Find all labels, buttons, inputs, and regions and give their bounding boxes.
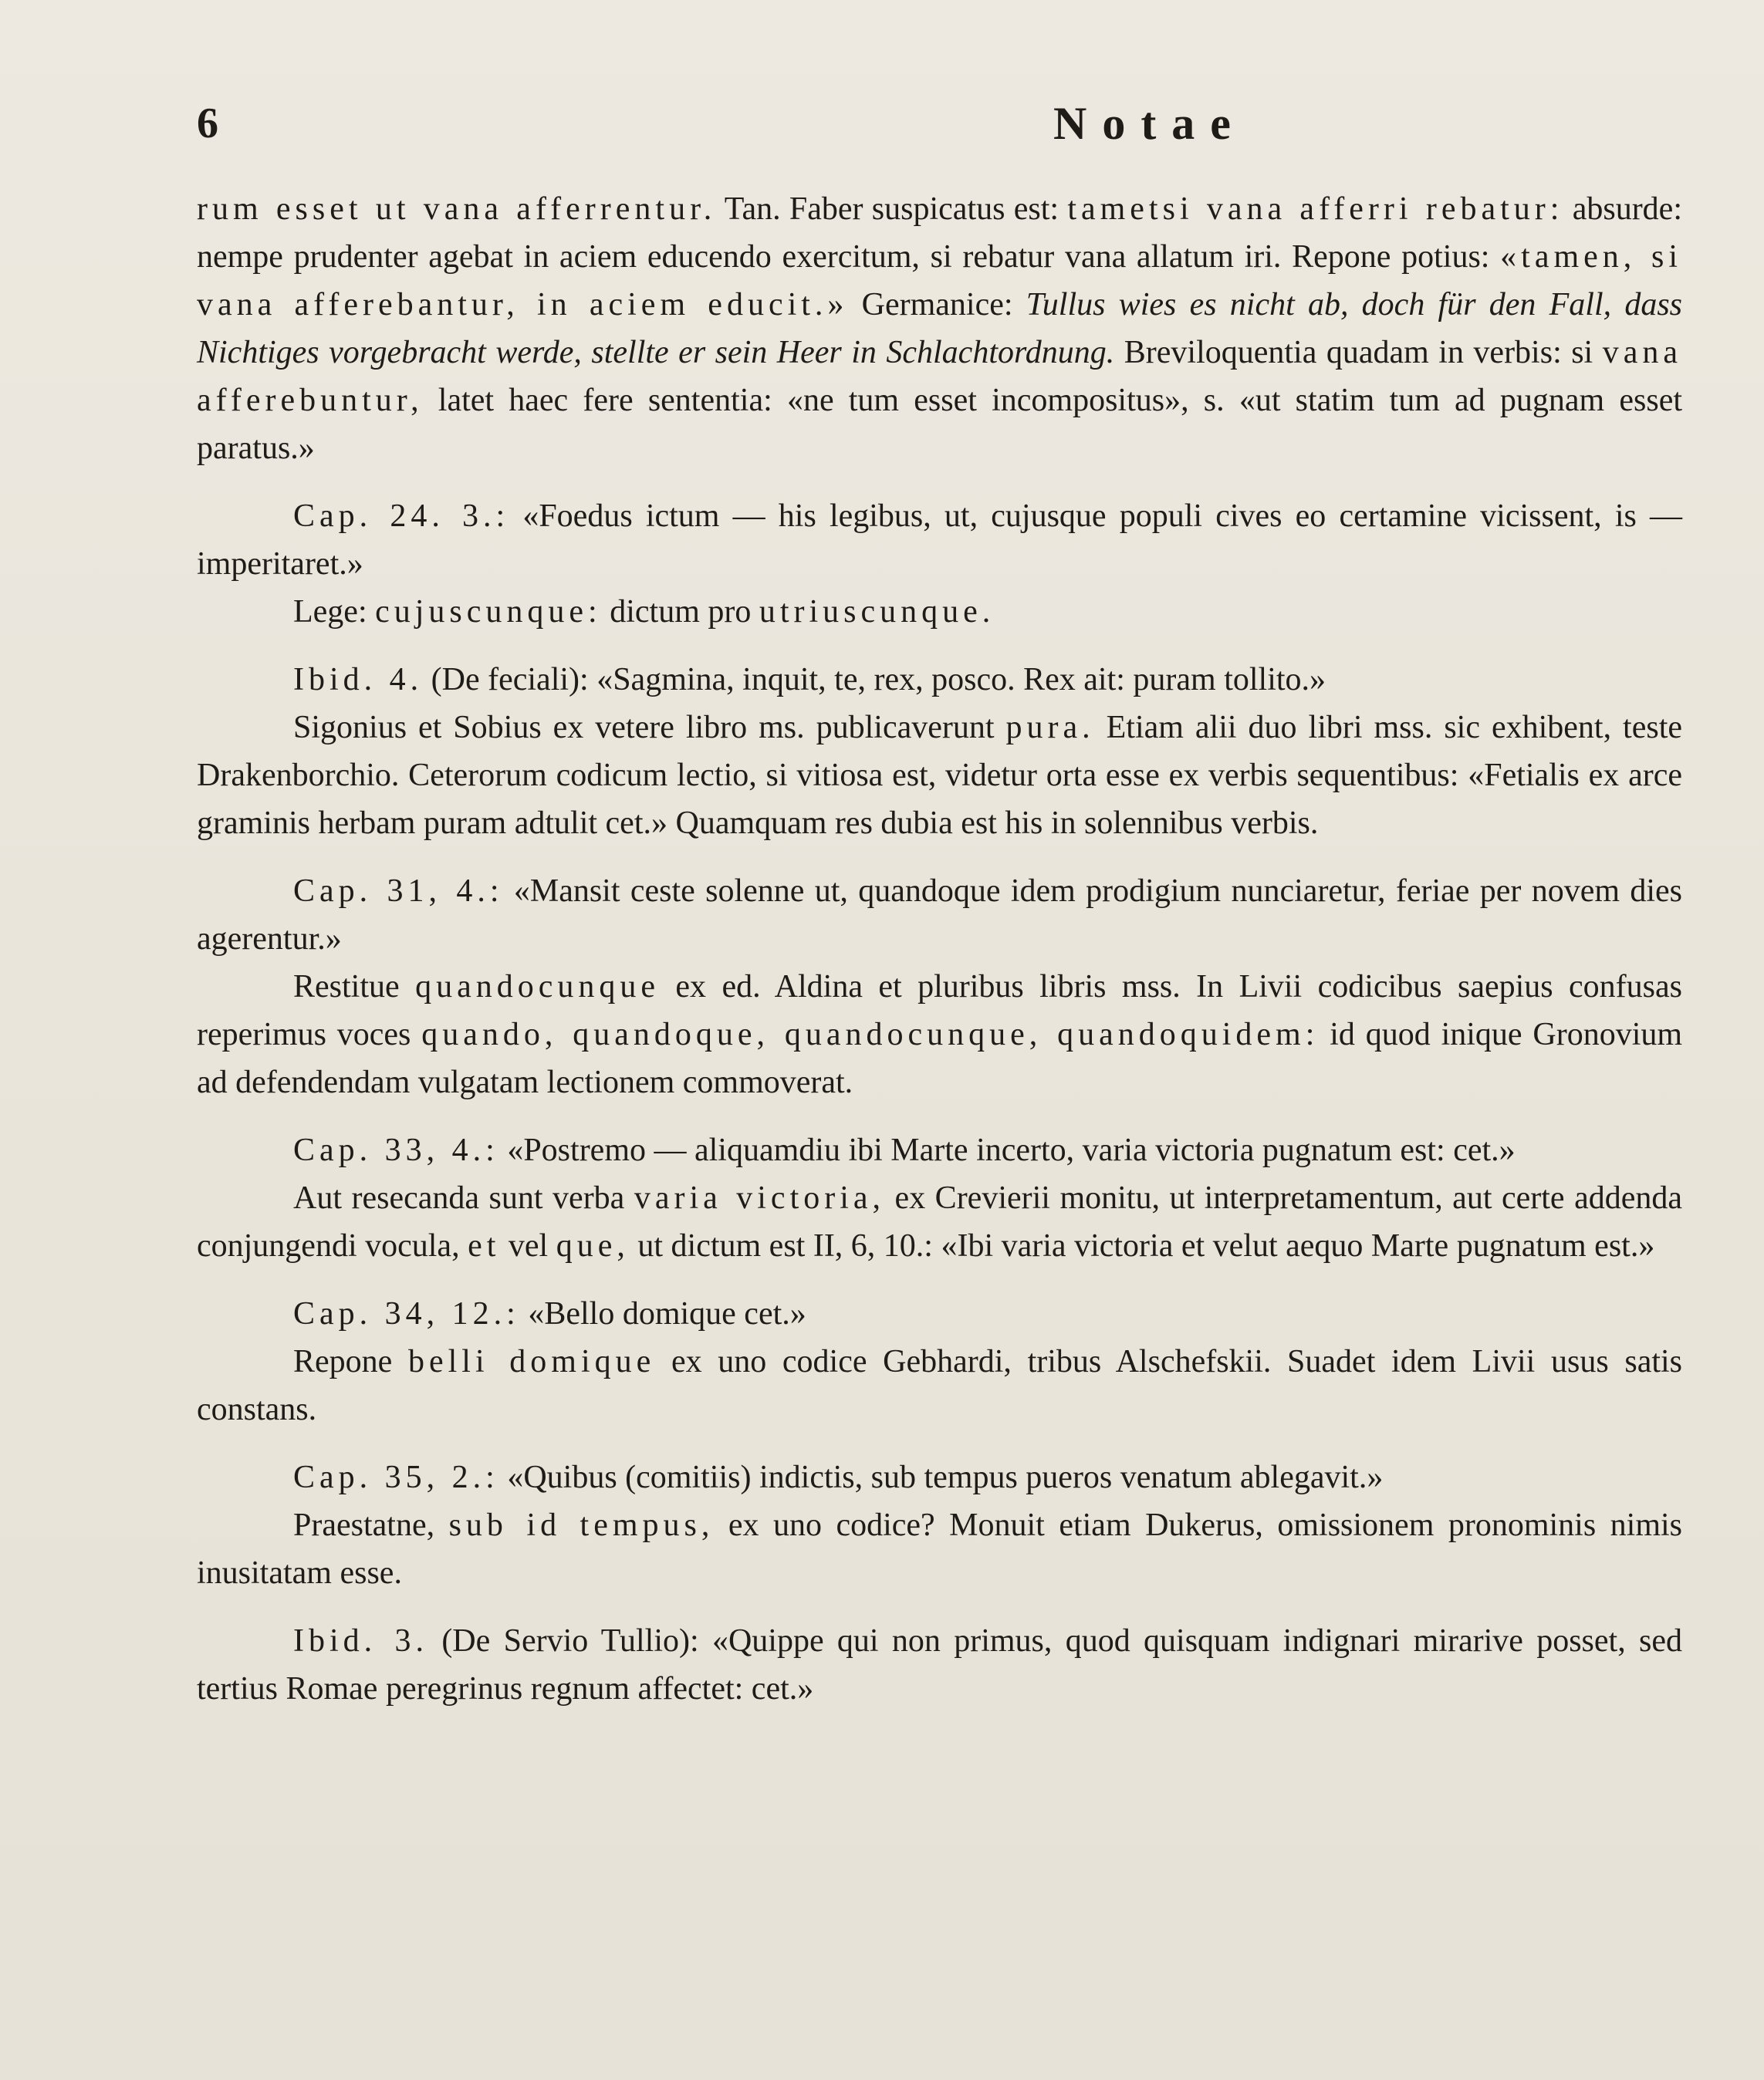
text-run: Restitue <box>293 969 400 1005</box>
note-comment <box>197 588 1682 636</box>
text-run: ex ed. Aldina et pluribus libris mss. In Livii codicibus saepius confusas reperimus voces <box>197 969 1683 1052</box>
note-reference: Cap. 24. 3.: <box>293 498 510 534</box>
note-comment <box>197 1338 1682 1433</box>
text-run: quando, quandoque, quandocunque, quandoquidem: <box>421 1017 1320 1052</box>
text-run: Repone <box>293 1344 393 1379</box>
note-quote <box>197 1454 1682 1501</box>
running-title: Notae <box>1053 98 1246 149</box>
text-run: Breviloquentia quadam in verbis: si <box>1124 335 1593 370</box>
text-run: ex uno codice Gebhardi, tribus Alschefskii. Suadet idem Livii usus satis constans. <box>197 1344 1683 1427</box>
note-quote-text: «Foedus ictum — his legibus, ut, cujusque populi cives eo certamine vicissent, is — imperitaret.» <box>197 498 1682 582</box>
page-header <box>197 96 1682 150</box>
body-text <box>197 185 1682 1713</box>
text-run: Germanice: <box>861 287 1013 322</box>
text-run: Praestatne, <box>293 1508 435 1543</box>
text-run: pura. <box>1005 710 1095 745</box>
note-quote <box>197 867 1682 963</box>
text-run: utriuscunque. <box>759 594 995 630</box>
note-quote-text: «Quibus (comitiis) indictis, sub tempus pueros venatum ablegavit.» <box>507 1460 1384 1495</box>
text-run: et <box>468 1228 501 1264</box>
text-run: Aut resecanda sunt verba <box>293 1180 625 1216</box>
text-run: ex uno codice? Monuit etiam Dukerus, omissionem pronominis nimis inusitatam esse. <box>197 1508 1683 1591</box>
note-quote <box>197 492 1682 588</box>
note-reference: Cap. 34, 12.: <box>293 1296 520 1332</box>
note-comment <box>197 704 1682 847</box>
note-comment <box>197 1174 1682 1270</box>
note-reference: Ibid. 3. <box>293 1623 428 1659</box>
text-run: Sigonius et Sobius ex vetere libro ms. publicaverunt <box>293 710 995 745</box>
note-reference: Cap. 35, 2.: <box>293 1460 499 1495</box>
text-run: vana afferebuntur, <box>197 335 1683 418</box>
note-reference: Ibid. 4. <box>293 662 424 697</box>
text-run: belli domique <box>407 1344 656 1379</box>
text-run: Lege: <box>293 594 367 630</box>
text-run: dictum pro <box>610 594 752 630</box>
text-run: rum esset ut vana afferrentur. <box>197 191 717 227</box>
note-reference: Cap. 31, 4.: <box>293 873 504 909</box>
text-run: sub id tempus, <box>448 1508 715 1543</box>
note-comment <box>197 963 1682 1106</box>
note-quote <box>197 1290 1682 1338</box>
note-quote <box>197 1126 1682 1174</box>
text-run: ex Crevierii monitu, ut interpretamentum, aut certe addenda conjungendi vocula, <box>197 1180 1683 1264</box>
text-run: Etiam alii duo libri mss. sic exhibent, teste Drakenborchio. Ceterorum codicum lectio, si vitiosa est, videtur orta esse ex verbis sequentibus: «Fetialis ex arce graminis herbam puram adtulit cet.» Quamquam res dubia est his in solennibus verbis. <box>197 710 1683 841</box>
note-quote-text: «Mansit ceste solenne ut, quandoque idem prodigium nunciaretur, feriae per novem dies agerentur.» <box>197 873 1683 957</box>
note-reference: Cap. 33, 4.: <box>293 1133 499 1168</box>
text-run: «tamen, si vana afferebantur, in aciem educit.» <box>197 239 1683 322</box>
page-number: 6 <box>197 100 218 147</box>
paragraph-continuation <box>197 185 1682 472</box>
note-quote <box>197 656 1682 704</box>
text-run: varia victoria, <box>634 1180 886 1216</box>
note-quote <box>197 1617 1682 1713</box>
text-run: id quod inique Gronovium ad defendendam vulgatam lectionem commoverat. <box>197 1017 1683 1100</box>
text-run: cujuscunque: <box>375 594 602 630</box>
note-quote-text: «Bello domique cet.» <box>528 1296 806 1332</box>
text-run: quandocunque <box>415 969 660 1005</box>
german-translation: Tullus wies es nicht ab, doch für den Fall, dass Nichtiges vorgebracht werde, stellte er sein Heer in Schlachtordnung. <box>197 287 1683 370</box>
note-quote-text: (De Servio Tullio): «Quippe qui non primus, quod quisquam indignari mirarive posset, sed tertius Romae peregrinus regnum affectet: cet.» <box>197 1623 1683 1707</box>
text-run: ut dictum est II, 6, 10.: «Ibi varia victoria et velut aequo Marte pugnatum est.» <box>637 1228 1655 1264</box>
text-run: Tan. Faber suspicatus est: <box>724 191 1059 227</box>
text-run: absurde: nempe prudenter agebat in aciem educendo exercitum, si rebatur vana allatum iri. Repone potius: <box>197 191 1682 275</box>
note-quote-text: «Postremo — aliquamdiu ibi Marte incerto, varia victoria pugnatum est: cet.» <box>507 1133 1516 1168</box>
text-run: vel <box>508 1228 549 1264</box>
text-run: tametsi vana afferri rebatur: <box>1067 191 1564 227</box>
note-quote-text: (De feciali): «Sagmina, inquit, te, rex, posco. Rex ait: puram tollito.» <box>431 662 1326 697</box>
note-comment <box>197 1501 1682 1597</box>
text-run: que, <box>556 1228 630 1264</box>
text-run: latet haec fere sententia: «ne tum esset incompositus», s. «ut statim tum ad pugnam esset paratus.» <box>197 383 1683 466</box>
